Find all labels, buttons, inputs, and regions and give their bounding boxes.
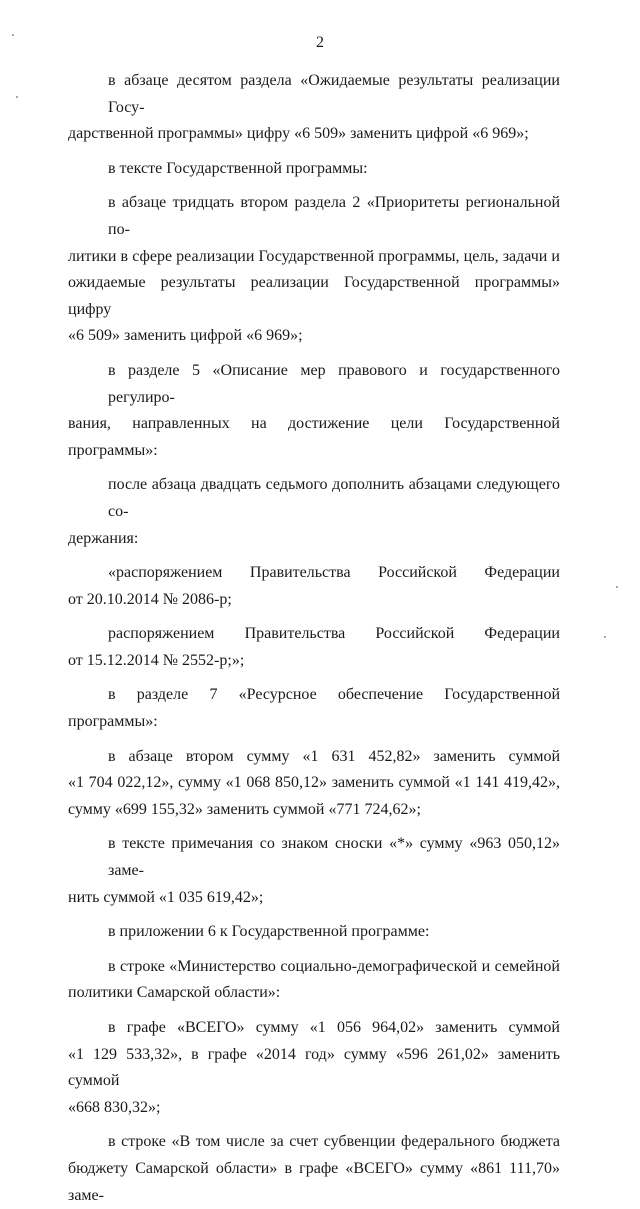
paragraph-line: ожидаемые результаты реализации Государственной программы» цифру [68,274,560,318]
paragraph [68,919,560,946]
paragraph-line: в тексте примечания со знаком сноски «*» сумму «963 050,12» заме- [108,835,560,880]
paragraph-line: в абзаце тридцать втором раздела 2 «Приоритеты региональной по- [108,194,560,238]
paragraph-line: в строке «Министерство социально-демографической и семейной [108,957,560,975]
page-number: 2 [316,34,324,51]
paragraph-line: «668 830,32»; [68,1098,161,1116]
document-body [68,68,560,1209]
paragraph [68,1015,560,1121]
paragraph-line: «1 129 533,32», в графе «2014 год» сумму «596 261,02» заменить суммой [68,1045,560,1090]
paragraph-line: от 20.10.2014 № 2086-р; [68,590,232,608]
scan-speck [616,586,618,588]
paragraph [68,954,560,1007]
paragraph-line: распоряжением Правительства Российской Федерации [108,625,560,643]
paragraph-line: «распоряжением Правительства Российской Федерации [108,564,560,582]
paragraph [68,831,560,911]
paragraph-line: в приложении 6 к Государственной программе: [108,923,430,941]
paragraph-line: политики Самарской области»: [68,984,281,1002]
paragraph [68,472,560,552]
paragraph [68,744,560,824]
paragraph [68,358,560,464]
paragraph [68,190,560,350]
paragraph [68,682,560,735]
paragraph-line: в разделе 7 «Ресурсное обеспечение Государственной программы»: [68,686,560,731]
paragraph [68,68,560,148]
paragraph-line: держания: [68,529,139,547]
paragraph-line: в абзаце втором сумму «1 631 452,82» заменить суммой [108,747,560,765]
paragraph-line: дарственной программы» цифру «6 509» заменить цифрой «6 969»; [68,125,529,143]
paragraph-line: в тексте Государственной программы: [108,159,368,177]
paragraph-line: сумму «699 155,32» заменить суммой «771 724,62»; [68,800,421,818]
paragraph-line: бюджету Самарской области» в графе «ВСЕГО» сумму «861 111,70» заме- [68,1159,560,1204]
paragraph-line: в абзаце десятом раздела «Ожидаемые результаты реализации Госу- [108,72,560,116]
scan-speck [16,96,18,98]
paragraph [68,1129,560,1209]
paragraph [68,156,560,183]
paragraph-line: «6 509» заменить цифрой «6 969»; [68,327,303,345]
paragraph-line: в графе «ВСЕГО» сумму «1 056 964,02» заменить суммой [108,1019,560,1036]
paragraph-line: нить суммой «1 035 619,42»; [68,888,264,906]
paragraph-line: от 15.12.2014 № 2552-р;»; [68,651,245,669]
paragraph-line: «1 704 022,12», сумму «1 068 850,12» заменить суммой «1 141 419,42», [68,774,560,792]
paragraph-line: литики в сфере реализации Государственной программы, цель, задачи и [68,247,560,265]
scan-speck [12,34,14,36]
paragraph [68,621,560,674]
paragraph-line: в строке «В том числе за счет субвенции федерального бюджета [108,1133,560,1151]
paragraph-line: после абзаца двадцать седьмого дополнить абзацами следующего со- [108,476,560,520]
paragraph-line: в разделе 5 «Описание мер правового и государственного регулиро- [108,361,560,406]
scan-speck [604,636,606,638]
paragraph-line: вания, направленных на достижение цели Государственной программы»: [68,415,560,459]
paragraph [68,560,560,613]
